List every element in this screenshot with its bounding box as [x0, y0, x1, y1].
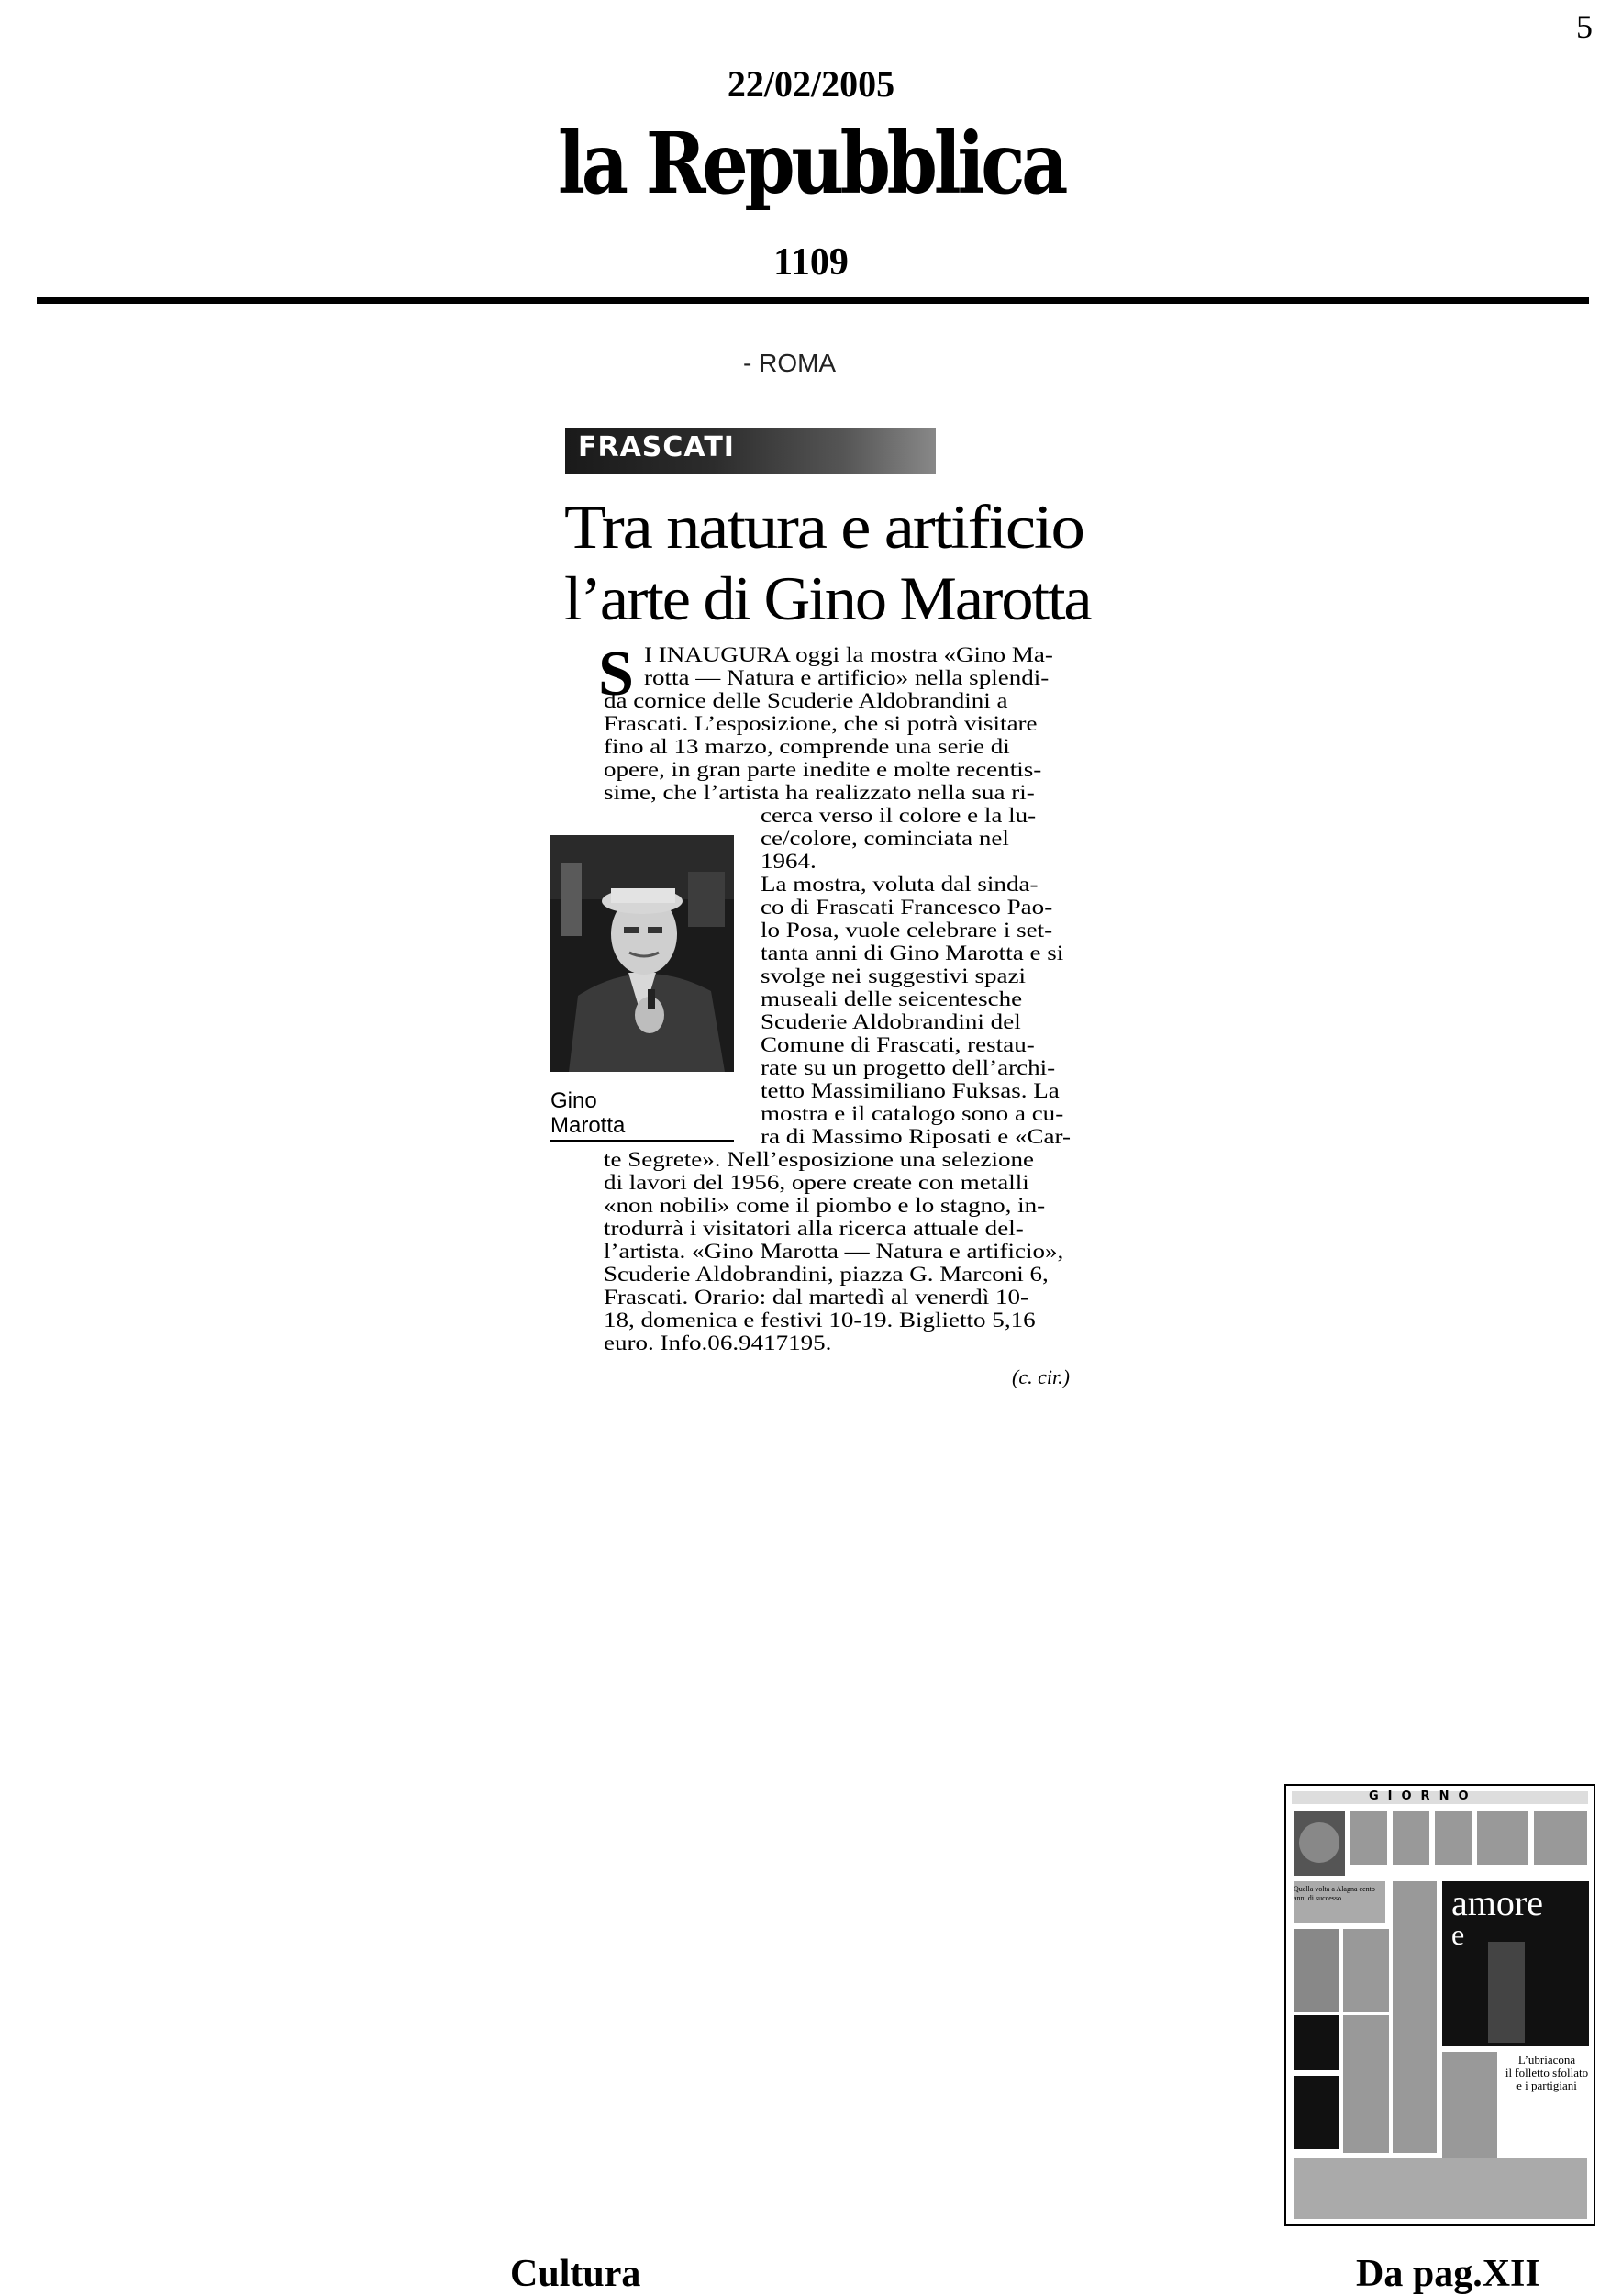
- article-body-line: 18, domenica e festivi 10-19. Biglietto 5,16: [604, 1309, 1036, 1332]
- article-body-line: l’artista. «Gino Marotta — Natura e artificio»,: [604, 1240, 1064, 1264]
- thumbnail-masthead: GIORNO: [1369, 1789, 1478, 1803]
- thumbnail-story-line: il folletto sfollato: [1505, 2066, 1589, 2079]
- author-photo: [550, 835, 734, 1072]
- footer-page-ref: Da pag.XII: [1356, 2253, 1540, 2295]
- section-label: - ROMA: [743, 349, 837, 377]
- article-body-line: te Segrete». Nell’esposizione una selezione: [604, 1148, 1035, 1172]
- footer-section: Cultura: [510, 2253, 641, 2295]
- newspaper-masthead: la Repubblica: [557, 114, 1065, 213]
- article-kicker: FRASCATI: [578, 431, 735, 463]
- thumbnail-headline: amore: [1451, 1882, 1543, 1923]
- article-body-line: trodurrà i visitatori alla ricerca attuale del-: [604, 1217, 1024, 1241]
- thumbnail-headline-2: e: [1451, 1918, 1465, 1951]
- article-body-line: fino al 13 marzo, comprende una serie di: [604, 735, 1010, 759]
- article-body-line: 1964.: [761, 850, 817, 874]
- article-body-line: da cornice delle Scuderie Aldobrandini a: [604, 689, 1008, 713]
- article-body-line: Comune di Frascati, restau-: [761, 1033, 1035, 1057]
- author-signature: (c. cir.): [1012, 1365, 1070, 1388]
- article-body-line: Frascati. Orario: dal martedì al venerdì 10-: [604, 1286, 1029, 1310]
- article-body-line: ra di Massimo Riposati e «Car-: [761, 1125, 1071, 1149]
- thumbnail-teaser: Quella volta a Alagna cento anni di successo: [1294, 1885, 1375, 1902]
- photo-caption-line: Gino: [550, 1088, 597, 1113]
- article-body-line: tetto Massimiliano Fuksas. La: [761, 1079, 1060, 1103]
- article-body-line: sime, che l’artista ha realizzato nella sua ri-: [604, 781, 1035, 805]
- article-body-line: lo Posa, vuole celebrare i set-: [761, 919, 1053, 942]
- article-dropcap: S: [598, 639, 634, 709]
- header-rule: [37, 297, 1589, 304]
- article-body-line: cerca verso il colore e la lu-: [761, 804, 1037, 828]
- article-body-line: euro. Info.06.9417195.: [604, 1332, 832, 1355]
- front-page-thumbnail: [1284, 1784, 1595, 2226]
- article-body-line: rotta — Natura e artificio» nella splendi-: [644, 666, 1050, 690]
- article-body-line: mostra e il catalogo sono a cu-: [761, 1102, 1064, 1126]
- article-body-line: La mostra, voluta dal sinda-: [761, 873, 1039, 897]
- article-body-line: Scuderie Aldobrandini del: [761, 1010, 1021, 1034]
- article-body-line: opere, in gran parte inedite e molte recentis-: [604, 758, 1042, 782]
- article-body-line: «non nobili» come il piombo e lo stagno, in-: [604, 1194, 1046, 1218]
- caption-rule: [550, 1140, 734, 1142]
- article-body-line: rate su un progetto dell’archi-: [761, 1056, 1056, 1080]
- thumbnail-story: [1503, 2054, 1591, 2092]
- article-body-line: Frascati. L’esposizione, che si potrà visitare: [604, 712, 1038, 736]
- article-body-line: co di Frascati Francesco Pao-: [761, 896, 1053, 920]
- article-body-line: tanta anni di Gino Marotta e si: [761, 942, 1064, 965]
- article-headline-line-2: l’arte di Gino Marotta: [564, 563, 1091, 633]
- issue-number: 1109: [773, 241, 849, 284]
- photo-caption-line: Marotta: [550, 1113, 626, 1138]
- article-body-line: Scuderie Aldobrandini, piazza G. Marconi 6,: [604, 1263, 1049, 1287]
- article-body-line: I INAUGURA oggi la mostra «Gino Ma-: [644, 643, 1053, 667]
- article-body-line: ce/colore, cominciata nel: [761, 827, 1009, 851]
- photo-caption: [550, 1088, 625, 1138]
- publication-date: 22/02/2005: [727, 63, 895, 105]
- thumbnail-story-line: L’ubriacona: [1517, 2053, 1576, 2067]
- thumbnail-story-line: e i partigiani: [1516, 2079, 1577, 2092]
- article-body-line: svolge nei suggestivi spazi: [761, 964, 1026, 988]
- article-body-line: museali delle seicentesche: [761, 987, 1023, 1011]
- article-headline-line-1: Tra natura e artificio: [564, 492, 1083, 562]
- article-body-line: di lavori del 1956, opere create con metalli: [604, 1171, 1029, 1195]
- page-number: 5: [1576, 8, 1593, 45]
